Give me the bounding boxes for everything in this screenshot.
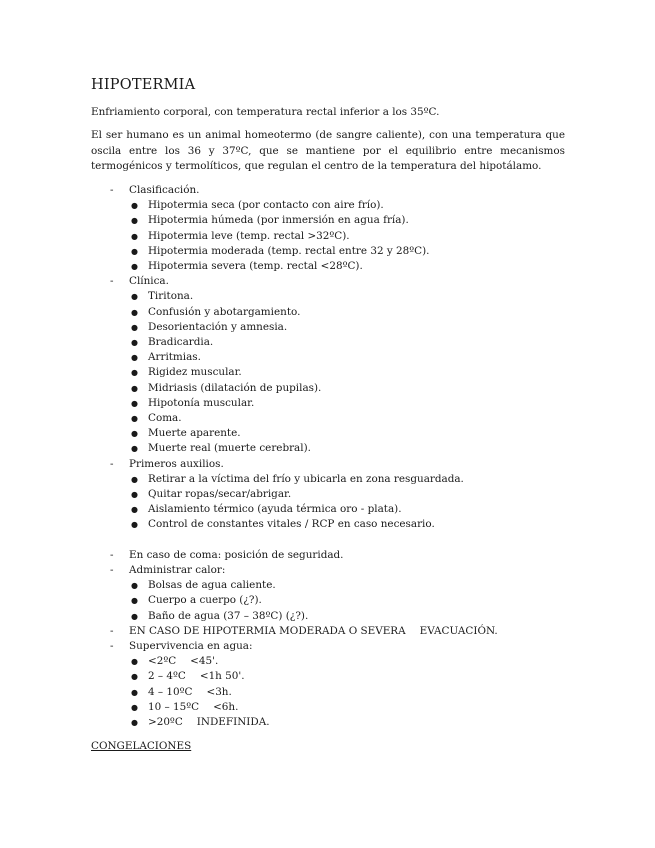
survival-temp: <2ºC — [148, 655, 177, 668]
bullet-text: Muerte real (muerte cerebral). — [148, 442, 311, 455]
dash-text-calor: Administrar calor: — [129, 564, 226, 576]
bullet-text: Bolsas de agua caliente. — [148, 579, 276, 592]
bullet-text: Midriasis (dilatación de pupilas). — [148, 381, 322, 394]
survival-time: <45'. — [190, 655, 219, 668]
bullet-text: Baño de agua (37 – 38ºC) (¿?). — [148, 609, 309, 622]
bullet-text: Arritmias. — [148, 351, 201, 364]
bullet-icon: ● — [131, 322, 138, 332]
survival-row — [148, 700, 238, 715]
bullet-icon: ● — [131, 307, 138, 317]
bullet-text: Retirar a la víctima del frío y ubicarla en zona resguardada. — [148, 472, 464, 485]
survival-row — [148, 669, 245, 684]
survival-time: <3h. — [206, 685, 232, 698]
bullet-text: Coma. — [148, 412, 182, 424]
bullet-text: Hipotermia severa (temp. rectal <28ºC). — [148, 260, 363, 272]
bullet-icon: ● — [131, 368, 138, 378]
dash-text-supervivencia: Supervivencia en agua: — [129, 640, 253, 652]
dash-marker: - — [110, 548, 114, 561]
dash-text-evacuacion: EN CASO DE HIPOTERMIA MODERADA O SEVERA EVACUACIÓN. — [129, 624, 498, 637]
congelaciones-heading: CONGELACIONES — [91, 740, 192, 752]
survival-temp: >20ºC — [148, 716, 183, 728]
bullet-icon: ● — [131, 383, 138, 393]
bullet-icon: ● — [131, 520, 138, 530]
bullet-text: Hipotermia húmeda (por inmersión en agua fría). — [148, 214, 409, 227]
dash-marker: - — [110, 564, 114, 576]
bullet-icon: ● — [131, 414, 138, 423]
bullet-icon: ● — [131, 338, 138, 347]
intro-paragraph: Enfriamiento corporal, con temperatura rectal inferior a los 35ºC. — [91, 106, 440, 118]
bullet-icon: ● — [131, 231, 138, 241]
bullet-text: Cuerpo a cuerpo (¿?). — [148, 594, 262, 607]
survival-time: INDEFINIDA. — [196, 716, 270, 728]
bullet-icon: ● — [131, 444, 138, 454]
page-title: HIPOTERMIA — [91, 77, 196, 93]
bullet-icon: ● — [131, 292, 138, 302]
survival-row — [148, 685, 232, 700]
bullet-icon: ● — [131, 505, 138, 515]
bullet-icon: ● — [131, 581, 138, 591]
survival-time: <6h. — [213, 700, 239, 713]
bullet-text: Hipotermia leve (temp. rectal >32ºC). — [148, 229, 350, 242]
bullet-icon: ● — [131, 672, 138, 682]
survival-row — [148, 715, 270, 730]
survival-temp: 2 – 4ºC — [148, 670, 186, 683]
dash-text-clinica: Clínica. — [129, 275, 169, 288]
bullet-icon: ● — [131, 611, 138, 621]
bullet-icon: ● — [131, 596, 138, 606]
bullet-text: Hipotermia moderada (temp. rectal entre 32 y 28ºC). — [148, 244, 430, 257]
survival-row — [148, 654, 218, 669]
bullet-text: Desorientación y amnesia. — [148, 320, 288, 333]
bullet-icon: ● — [131, 687, 138, 697]
bullet-text: Rigidez muscular. — [148, 366, 242, 379]
bullet-text: Confusión y abotargamiento. — [148, 305, 301, 318]
bullet-text: Muerte aparente. — [148, 427, 241, 440]
bullet-icon: ● — [131, 398, 138, 408]
dash-marker: - — [110, 275, 114, 288]
bullet-icon: ● — [131, 718, 138, 727]
dash-marker: - — [110, 624, 114, 637]
bullet-text: Aislamiento térmico (ayuda térmica oro - plata). — [148, 503, 402, 516]
bullet-text: Hipotonía muscular. — [148, 396, 255, 409]
description-paragraph: El ser humano es un animal homeotermo (de sangre caliente), con una temperatura que oscila entre los 36 y 37ºC, que se mantiene por el equilibrio entre mecanismos termogénicos y termolíticos, que regulan el centro de la temperatura del hipotálamo. — [91, 129, 565, 172]
bullet-text: Hipotermia seca (por contacto con aire frío). — [148, 199, 384, 212]
bullet-icon: ● — [131, 262, 138, 271]
survival-temp: 4 – 10ºC — [148, 685, 193, 698]
dash-text-primeros-auxilios: Primeros auxilios. — [129, 457, 224, 470]
bullet-text: Bradicardia. — [148, 336, 214, 348]
dash-marker: - — [110, 640, 114, 652]
dash-marker: - — [110, 184, 114, 196]
dash-text-clasificacion: Clasificación. — [129, 184, 200, 196]
bullet-icon: ● — [131, 657, 138, 667]
bullet-icon: ● — [131, 490, 138, 499]
bullet-icon: ● — [131, 246, 138, 256]
bullet-text: Quitar ropas/secar/abrigar. — [148, 488, 292, 500]
bullet-icon: ● — [131, 702, 138, 712]
bullet-icon: ● — [131, 216, 138, 226]
bullet-icon: ● — [131, 353, 138, 363]
dash-marker: - — [110, 457, 114, 470]
bullet-text: Tiritona. — [148, 290, 194, 303]
survival-time: <1h 50'. — [199, 670, 245, 683]
bullet-icon: ● — [131, 474, 138, 484]
bullet-icon: ● — [131, 429, 138, 439]
survival-temp: 10 – 15ºC — [148, 700, 200, 713]
dash-text-coma: En caso de coma: posición de seguridad. — [129, 548, 344, 561]
bullet-text: Control de constantes vitales / RCP en caso necesario. — [148, 518, 435, 531]
bullet-icon: ● — [131, 201, 138, 211]
